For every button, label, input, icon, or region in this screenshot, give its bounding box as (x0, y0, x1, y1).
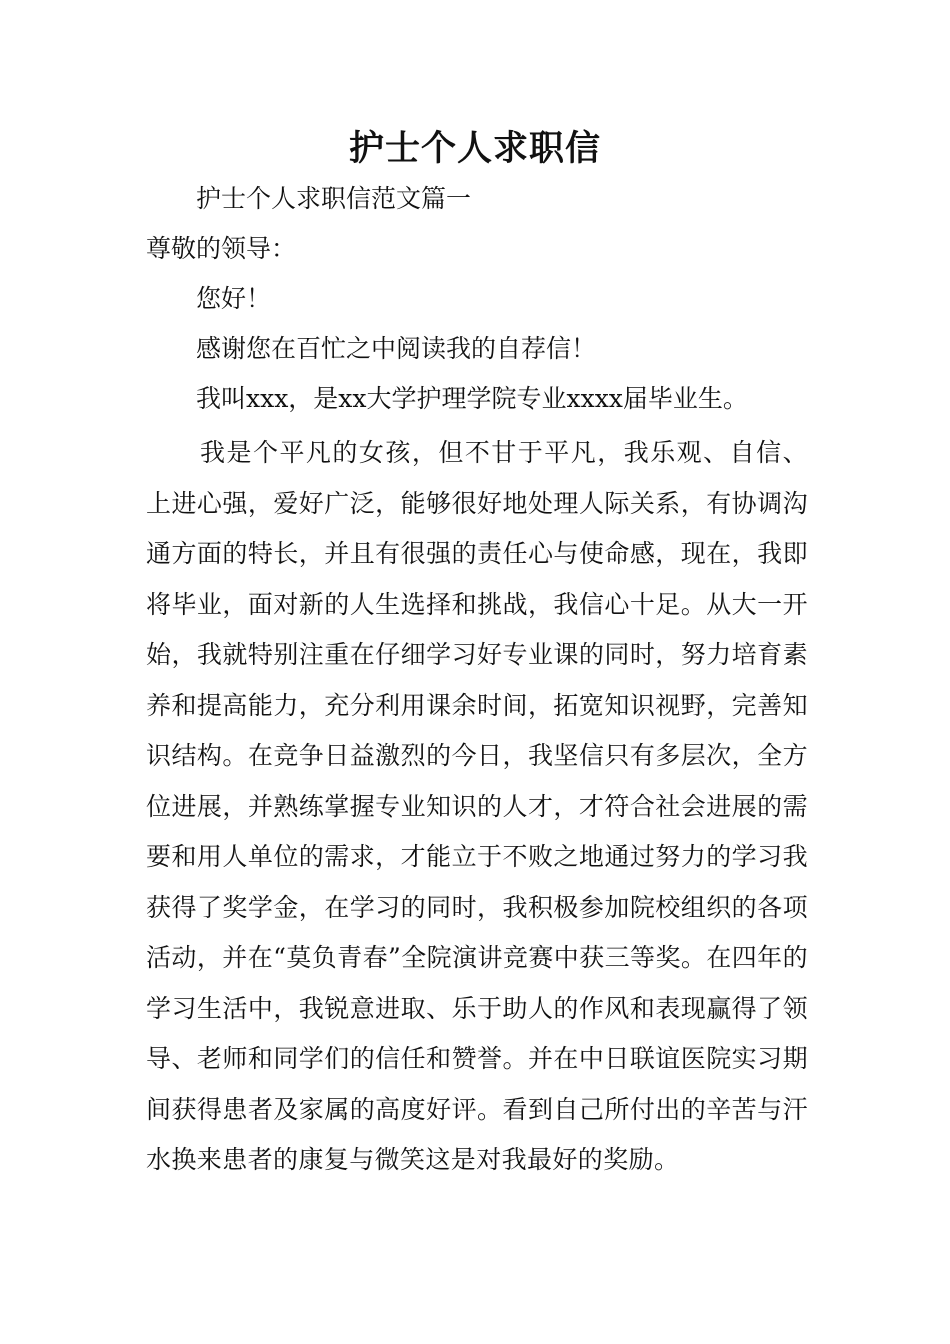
document-title: 护士个人求职信 (348, 128, 601, 169)
body-paragraph: 我是个平凡的女孩，但不甘于平凡，我乐观、自信、上进心强，爱好广泛，能够很好地处理人际关系，有协调沟通方面的特长，并且有很强的责任心与使命感，现在，我即将毕业，面对新的人生选择和挑战，我信心十足。从大一开始，我就特别注重在仔细学习好专业课的同时，努力培育素养和提高能力，充分利用课余时间，拓宽知识视野，完善知识结构。在竞争日益激烈的今日，我坚信只有多层次，全方位进展，并熟练掌握专业知识的人才，才符合社会进展的需要和用人单位的需求，才能立于不败之地通过努力的学习我获得了奖学金，在学习的同时，我积极参加院校组织的各项活动，并在“莫负青春”全院演讲竞赛中获三等奖。在四年的学习生活中，我锐意进取、乐于助人的作风和表现赢得了领导、老师和同学们的信任和赞誉。并在中日联谊医院实习期间获得患者及家属的高度好评。看到自己所付出的辛苦与汗水换来患者的康复与微笑这是对我最好的奖励。 (146, 438, 808, 1174)
intro-line: 我叫xxx，是xx大学护理学院专业xxxx届毕业生。 (196, 384, 748, 413)
salutation: 尊敬的领导： (146, 234, 297, 263)
greeting: 您好！ (196, 284, 272, 313)
document-subtitle: 护士个人求职信范文篇一 (196, 184, 472, 213)
thanks-line: 感谢您在百忙之中阅读我的自荐信！ (196, 334, 597, 363)
